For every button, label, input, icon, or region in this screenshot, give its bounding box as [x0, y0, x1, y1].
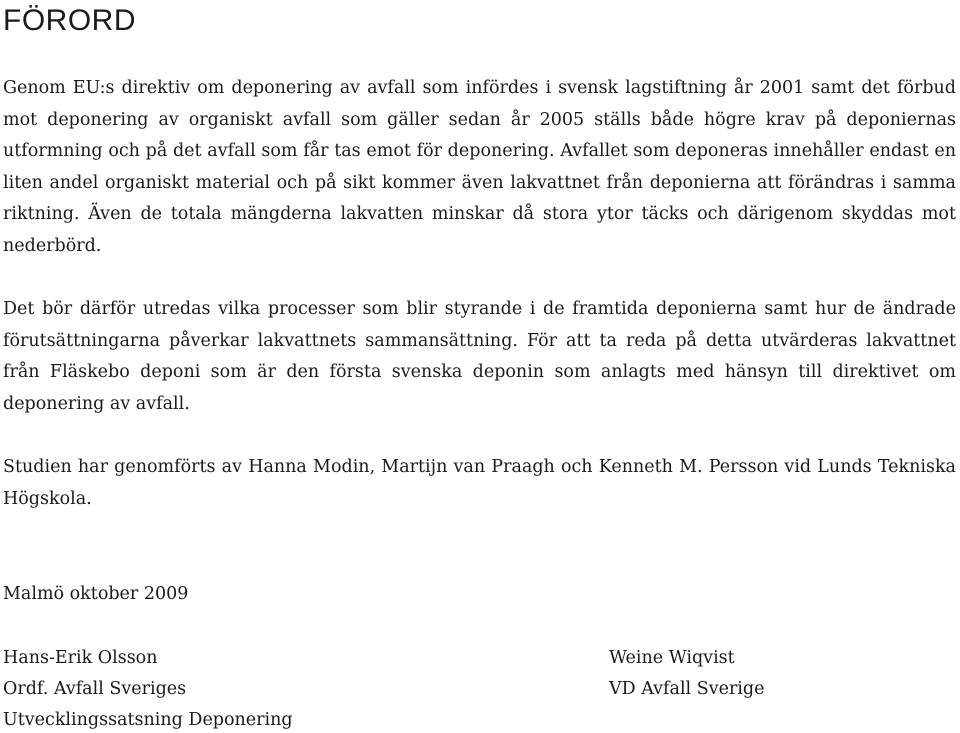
page-title: FÖRORD — [3, 4, 136, 37]
paragraph-purpose: Det bör därför utredas vilka processer som blir styrande i de framtida deponierna samt hur de ändrade förutsättningarna påverkar lakvattnets sammansättning. För att ta reda på detta utvärderas lakvattnet från Fläskebo deponi som är den första svenska deponin som anlagts med hänsyn till direktivet om deponering av avfall. — [3, 299, 956, 414]
signatory-name: Weine Wiqvist — [609, 648, 735, 668]
place-date: Malmö oktober 2009 — [3, 584, 189, 604]
signatory-name: Hans-Erik Olsson — [3, 648, 158, 668]
paragraph-authors: Studien har genomförts av Hanna Modin, Martijn van Praagh och Kenneth M. Persson vid Lunds Tekniska Högskola. — [3, 457, 956, 509]
signatory-role: VD Avfall Sverige — [609, 679, 765, 699]
signatory-role: Ordf. Avfall Sveriges — [3, 679, 187, 699]
signatory-unit: Utvecklingssatsning Deponering — [3, 710, 293, 730]
paragraph-intro: Genom EU:s direktiv om deponering av avfall som infördes i svensk lagstiftning år 2001 samt det förbud mot deponering av organiskt avfall som gäller sedan år 2005 ställs både högre krav på deponiernas utformning och på det avfall som får tas emot för deponering. Avfallet som deponeras innehåller endast en liten andel organiskt material och på sikt kommer även lakvattnet från deponierna att förändras i samma riktning. Även de totala mängderna lakvatten minskar då stora ytor täcks och därigenom skyddas mot nederbörd. — [3, 78, 956, 256]
